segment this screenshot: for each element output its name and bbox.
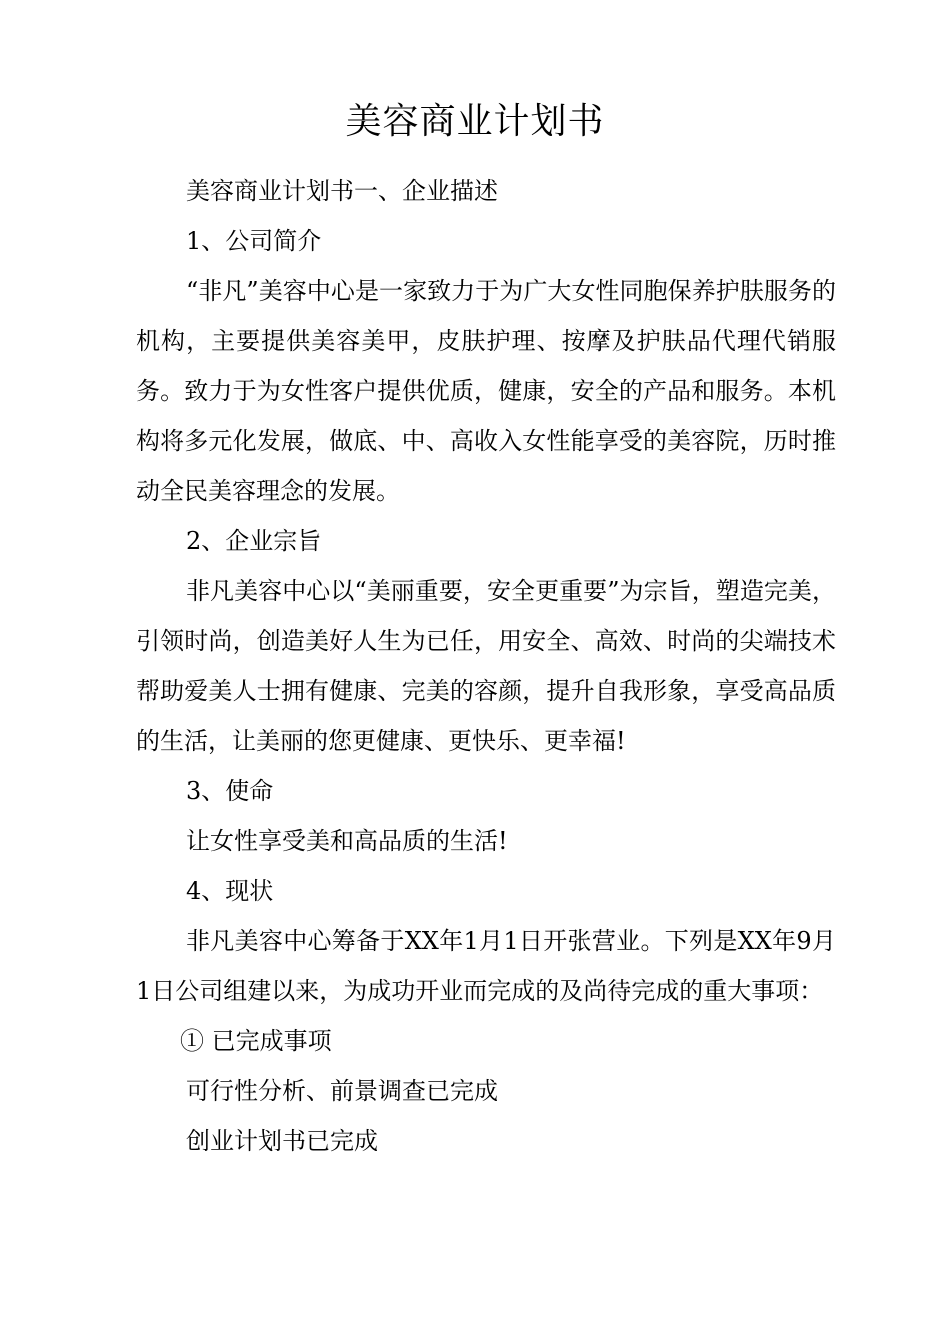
subheading-status: 4、现状 <box>186 877 274 905</box>
document-title: 美容商业计划书 <box>345 101 605 142</box>
subheading-company-profile: 1、公司简介 <box>186 227 322 255</box>
paragraph-company-profile: “非凡”美容中心是一家致力于为广大女性同胞保养护肤服务的机构，主要提供美容美甲，皮肤护理、按摩及护肤品代理代销服务。致力于为女性客户提供优质，健康，安全的产品和服务。本机构将多元化发展，做底、中、高收入女性能享受的美容院，历时推动全民美容理念的发展。 <box>136 277 836 505</box>
paragraph-status: 非凡美容中心筹备于XX年1月1日开张营业。下列是XX年9月1日公司组建以来，为成功开业而完成的及尚待完成的重大事项： <box>136 927 836 1005</box>
section-heading-enterprise-description: 美容商业计划书一、企业描述 <box>186 177 498 205</box>
subheading-mission: 3、使命 <box>186 777 274 805</box>
paragraph-mission: 让女性享受美和高品质的生活! <box>186 827 508 855</box>
subheading-enterprise-purpose: 2、企业宗旨 <box>186 527 322 555</box>
list-item-feasibility: 可行性分析、前景调查已完成 <box>186 1077 498 1105</box>
paragraph-enterprise-purpose: 非凡美容中心以“美丽重要，安全更重要”为宗旨，塑造完美，引领时尚，创造美好人生为已任，用安全、高效、时尚的尖端技术帮助爱美人士拥有健康、完美的容颜，提升自我形象，享受高品质的生活，让美丽的您更健康、更快乐、更幸福! <box>136 577 836 755</box>
document-body <box>136 166 836 1166</box>
list-item-business-plan: 创业计划书已完成 <box>186 1127 378 1155</box>
subheading-completed-items: ① 已完成事项 <box>180 1027 332 1055</box>
